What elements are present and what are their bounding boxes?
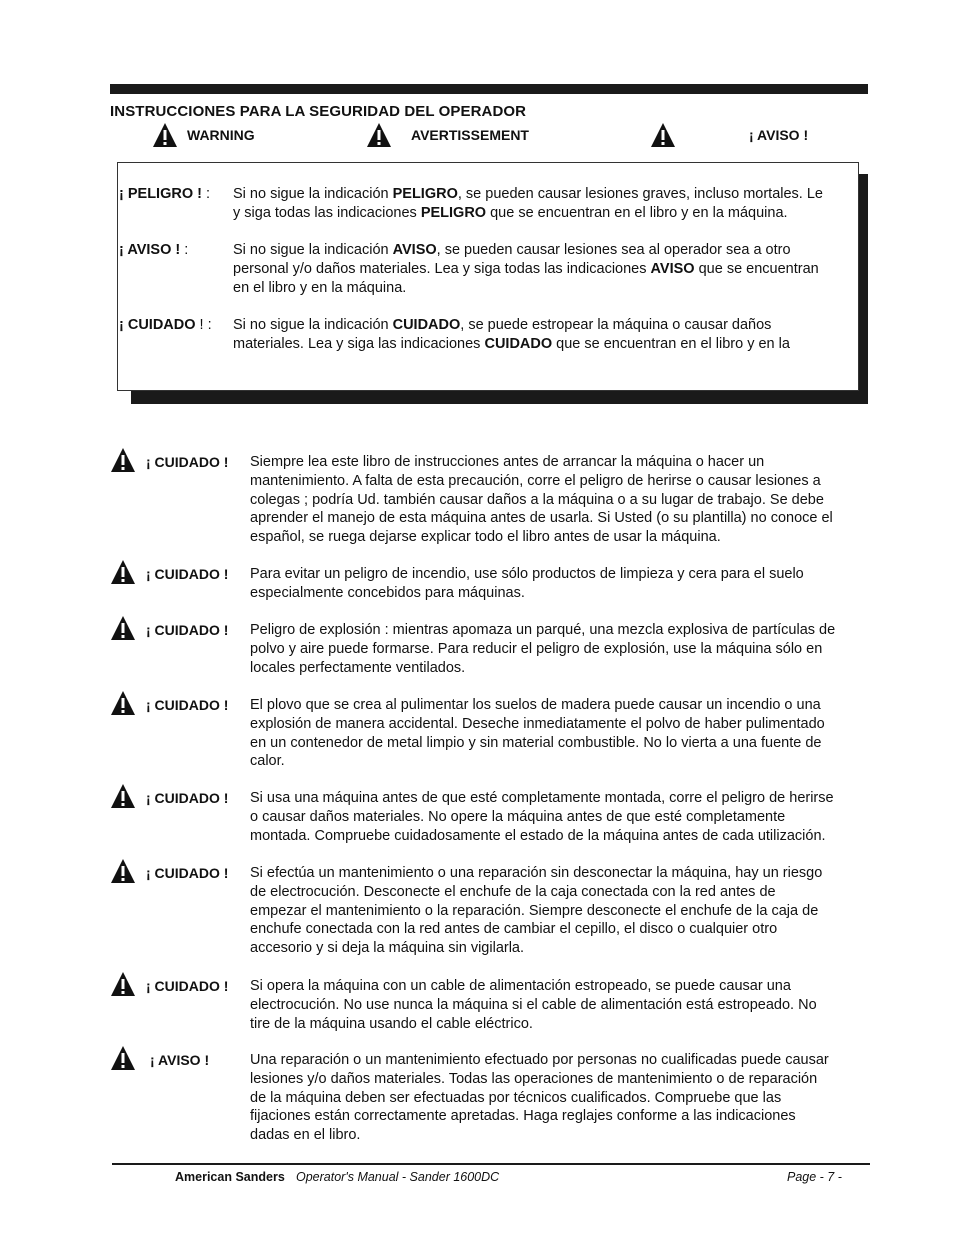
warning-triangle-icon [110, 858, 136, 884]
warning-text-line: El plovo que se crea al pulimentar los suelos de madera puede causar un incendio o una [250, 697, 821, 713]
warning-text-line: tire de la máquina usando el cable eléctrico. [250, 1015, 533, 1032]
warning-text [250, 453, 870, 547]
warning-triangle-icon [110, 559, 136, 585]
warning-text [250, 696, 870, 771]
footer-brand: American Sanders [175, 1170, 285, 1184]
warning-label: ¡ CUIDADO ! [146, 790, 229, 806]
warning-text-line: de la máquina deben ser efectuadas por técnicos cualificados. Compruebe que las [250, 1089, 782, 1106]
warning-triangle-icon [110, 690, 136, 716]
warning-text [250, 621, 870, 677]
warning-label: ¡ CUIDADO ! [146, 454, 229, 470]
warning-text-line: Si opera la máquina con un cable de alimentación estropeado, se puede causar una [250, 978, 791, 994]
warning-triangle-icon [110, 783, 136, 809]
warning-text-line: lesiones y/o daños materiales. Todas las operaciones de mantenimiento o de reparación [250, 1070, 818, 1087]
warning-text-line: enchufe conectada con la red antes de cambiar el cepillo, el disco o cualquier otro [250, 921, 778, 938]
warning-text [250, 565, 870, 603]
warning-label: ¡ CUIDADO ! [146, 622, 229, 638]
warning-triangle-icon [366, 122, 392, 148]
warning-text-line: colegas ; podría Ud. también causar daños a la máquina o a su lugar de trabajo. Se debe [250, 491, 824, 508]
legend-text: Si no sigue la indicación CUIDADO, se puede estropear la máquina o causar daños materiales. Lea y siga las indicaciones CUIDADO que se encuentran en el libro y en la [233, 317, 790, 352]
warning-label: ¡ CUIDADO ! [146, 566, 229, 582]
warning-label: ¡ CUIDADO ! [146, 978, 229, 994]
warning-text-line: mantenimiento. A falta de esta precaución, corre el peligro de herirse o causar lesiones a [250, 472, 821, 489]
warning-text-line: empezar el mantenimiento o la reparación. Siempre desconecte el enchufe de la caja de [250, 902, 819, 919]
warning-text-line: especialmente concebidos para máquinas. [250, 584, 525, 601]
warning-text-line: Si efectúa un mantenimiento o una reparación sin desconectar la máquina, hay un riesgo [250, 865, 823, 881]
warning-text [250, 864, 870, 958]
footer-page-number: Page - 7 - [787, 1170, 842, 1184]
warning-label: ¡ CUIDADO ! [146, 697, 229, 713]
sign-label-avertissement: AVERTISSEMENT [411, 127, 529, 143]
warning-text-line: Peligro de explosión : mientras apomaza un parqué, una mezcla explosiva de partículas de [250, 622, 836, 638]
sign-label-aviso: ¡ AVISO ! [749, 127, 809, 143]
warning-text-line: dadas en el libro. [250, 1127, 361, 1144]
warning-label: ¡ AVISO ! [150, 1052, 210, 1068]
warning-text-line: polvo y aire puede formarse. Para reducir el peligro de explosión, use la máquina sólo en [250, 640, 823, 657]
warning-label: ¡ CUIDADO ! [146, 865, 229, 881]
warning-triangle-icon [110, 971, 136, 997]
warning-text [250, 977, 870, 1033]
warning-text-line: Para evitar un peligro de incendio, use sólo productos de limpieza y cera para el suelo [250, 566, 804, 582]
sign-label-warning: WARNING [187, 127, 255, 143]
warning-text-line: Siempre lea este libro de instrucciones antes de arrancar la máquina o hacer un [250, 454, 765, 470]
warning-text-line: español, se ruega dejarse explicar todo el libro antes de usar la máquina. [250, 529, 721, 546]
bottom-rule [112, 1163, 870, 1165]
legend-label: ¡ CUIDADO ! : [119, 317, 212, 333]
warning-triangle-icon [650, 122, 676, 148]
warning-text [250, 789, 870, 845]
footer-manual-title: Operator's Manual - Sander 1600DC [296, 1170, 500, 1184]
warning-text-line: accesorio y si deja la máquina sin vigilarla. [250, 940, 525, 957]
warning-text-line: o causar daños materiales. No opere la máquina antes de que esté completamente [250, 808, 786, 825]
warning-text-line: electrocución. No use nunca la máquina si el cable de alimentación está estropeado. No [250, 996, 817, 1013]
warning-text-line: fijaciones están correctamente apretadas. Haga reglajes conforme a las indicaciones [250, 1108, 796, 1125]
warning-triangle-icon [110, 447, 136, 473]
legend-text: Si no sigue la indicación AVISO, se pueden causar lesiones sea al operador sea a otro personal y/o daños materiales. Lea y siga todas las indicaciones AVISO que se encuentran en el libro y en la máquina. [233, 242, 819, 296]
warning-triangle-icon [110, 1045, 136, 1071]
legend-label: ¡ AVISO ! : [119, 242, 189, 258]
legend-label: ¡ PELIGRO ! : [119, 186, 211, 202]
warning-text-line: Si usa una máquina antes de que esté completamente montada, corre el peligro de herirse [250, 790, 834, 806]
warning-text-line: en un contenedor de metal limpio y sin material combustible. No lo vierta a una fuente de [250, 734, 822, 751]
warning-text-line: calor. [250, 753, 285, 770]
section-title: INSTRUCCIONES PARA LA SEGURIDAD DEL OPERADOR [110, 103, 527, 120]
warning-text-line: locales perfectamente ventilados. [250, 659, 466, 676]
warning-triangle-icon [152, 122, 178, 148]
top-rule [110, 84, 868, 94]
warning-text [250, 1051, 870, 1145]
legend-box [117, 162, 859, 391]
warning-text-line: de electrocución. Desconecte el enchufe de la caja conectada con la red antes de [250, 883, 776, 900]
warning-triangle-icon [110, 615, 136, 641]
warning-text-line: Una reparación o un mantenimiento efectuado por personas no cualificadas puede causar [250, 1052, 829, 1068]
warning-text-line: explosión de manera accidental. Deseche inmediatamente el polvo de haber pulimentado [250, 715, 825, 732]
warning-text-line: montada. Compruebe cuidadosamente el estado de la máquina antes de cada utilización. [250, 827, 826, 844]
legend-text: Si no sigue la indicación PELIGRO, se pueden causar lesiones graves, incluso mortales. Le y siga todas las indicaciones PELIGRO que se encuentran en el libro y en la máquina. [233, 186, 823, 221]
warning-text-line: aprender el manejo de esta máquina antes de usarla. Si Usted (o su plantilla) no conoce el [250, 510, 833, 527]
